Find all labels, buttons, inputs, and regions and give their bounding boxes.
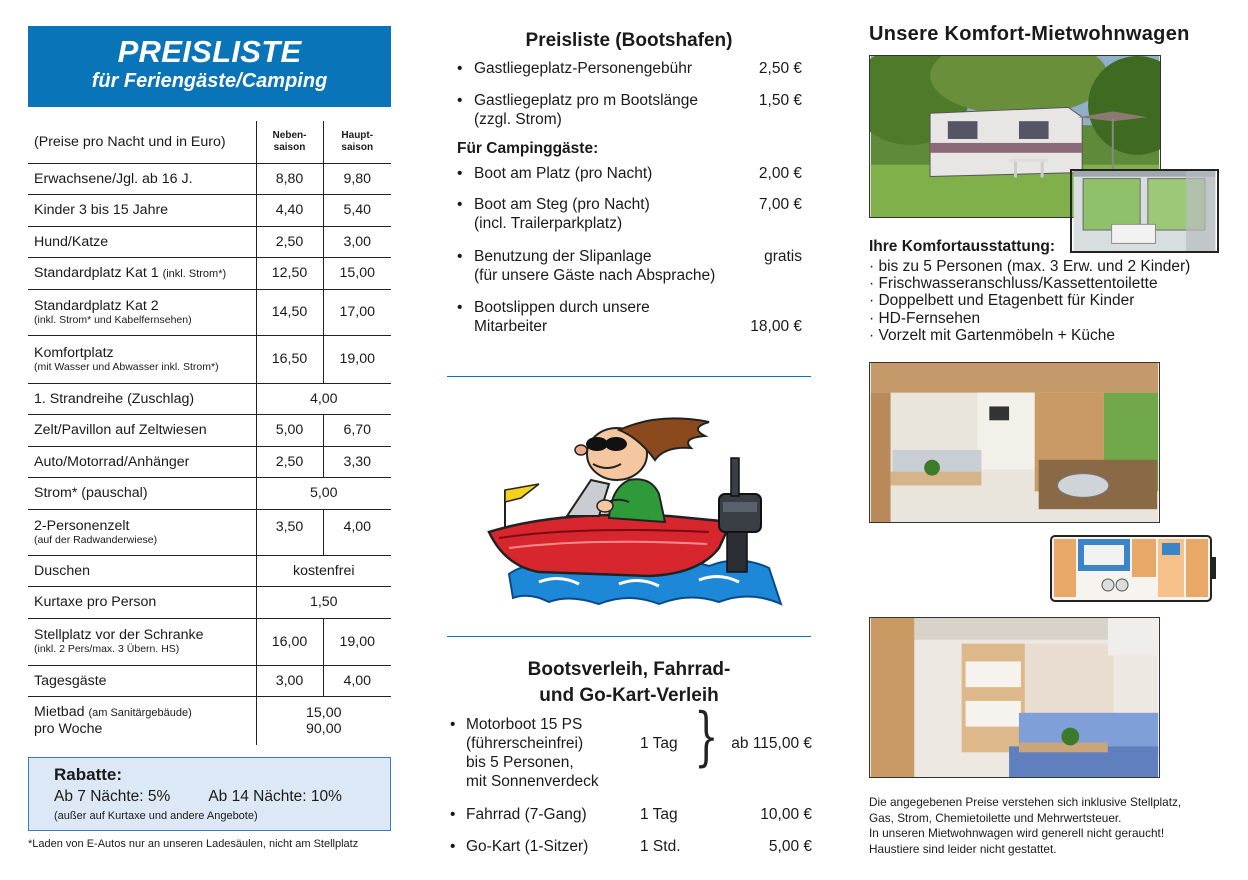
- caravan-notes: [869, 795, 1181, 857]
- list-item: · Doppelbett und Etagenbett für Kinder: [869, 292, 1135, 310]
- row-label: 2-Personenzelt (auf der Radwanderwiese): [28, 509, 256, 555]
- price-all-season: 5,00: [256, 478, 391, 510]
- list-item: • Gastliegeplatz pro m Bootslänge (zzgl. Strom) 1,50 €: [457, 92, 802, 128]
- rental-duration: 1 Tag: [640, 735, 678, 752]
- list-item: · Vorzelt mit Gartenmöbeln + Küche: [869, 326, 1115, 344]
- table-header-row: [28, 121, 391, 163]
- price-all-season: 4,00: [256, 383, 391, 415]
- table-row: [28, 587, 391, 619]
- row-note: (inkl. 2 Pers/max. 3 Übern. HS): [34, 643, 180, 655]
- price-hauptsaison: 19,00: [323, 618, 391, 665]
- price-nebensaison: 4,40: [256, 195, 323, 227]
- price-hauptsaison: 17,00: [323, 289, 391, 335]
- banner-title: PREISLISTE: [117, 34, 302, 69]
- row-inline-note: (am Sanitärgebäude): [88, 707, 192, 720]
- list-item: • Motorboot 15 PS (führerscheinfrei) bis 5 Personen, mit Sonnenverdeck 1 Tag ab 115,00 €: [450, 716, 812, 790]
- camping-guests-heading: Für Campinggäste:: [457, 140, 599, 157]
- row-label: Stellplatz vor der Schranke (inkl. 2 Pers/max. 3 Übern. HS): [28, 618, 256, 665]
- item-price: 18,00 €: [750, 318, 802, 335]
- price-list-banner: [28, 26, 391, 107]
- row-label: Kurtaxe pro Person: [28, 587, 256, 619]
- rental-price: 10,00 €: [760, 806, 812, 823]
- table-row: [28, 555, 391, 587]
- price-all-season: 1,50: [256, 587, 391, 619]
- banner-subtitle: für Feriengäste/Camping: [91, 70, 328, 92]
- row-label: Auto/Motorrad/Anhänger: [28, 446, 256, 478]
- row-label: Mietbad (am Sanitärgebäude) pro Woche: [28, 697, 256, 745]
- discount-note: (außer auf Kurtaxe und andere Angebote): [54, 810, 258, 822]
- row-label: 1. Strandreihe (Zuschlag): [28, 383, 256, 415]
- table-row: [28, 289, 391, 335]
- discount-7-nights: Ab 7 Nächte: 5%: [54, 788, 171, 805]
- discount-box: [28, 757, 391, 831]
- row-note: (mit Wasser und Abwasser inkl. Strom*): [34, 360, 219, 373]
- caravan-floor-plan: [1050, 535, 1217, 602]
- price-nebensaison: 16,50: [256, 335, 323, 383]
- table-row: [28, 258, 391, 290]
- discount-title: Rabatte:: [54, 765, 123, 784]
- item-price: gratis: [764, 248, 802, 265]
- divider: [447, 636, 811, 637]
- row-label: Zelt/Pavillon auf Zeltwiesen: [28, 415, 256, 447]
- price-list-camping: [28, 26, 391, 850]
- table-row: [28, 383, 391, 415]
- price-nebensaison: 16,00: [256, 618, 323, 665]
- features-list: [869, 258, 1190, 344]
- row-label: Komfortplatz (mit Wasser und Abwasser inkl. Strom*): [28, 335, 256, 383]
- row-label: Kinder 3 bis 15 Jahre: [28, 195, 256, 227]
- item-price: 2,00 €: [758, 165, 802, 182]
- bunk-bed-photo: [869, 617, 1160, 778]
- price-nebensaison: 3,00: [256, 665, 323, 697]
- rental-duration: 1 Tag: [640, 806, 678, 823]
- note-line: Gas, Strom, Chemietoilette und Mehrwertsteuer.: [869, 810, 1122, 825]
- table-row: [28, 665, 391, 697]
- price-nebensaison: 2,50: [256, 446, 323, 478]
- price-hauptsaison: 9,80: [323, 163, 391, 195]
- row-inline-note: (inkl. Strom*): [162, 267, 227, 280]
- discount-lines: [54, 787, 390, 807]
- price-hauptsaison: 15,00: [323, 258, 391, 290]
- note-line: In unseren Mietwohnwagen wird generell nicht geraucht!: [869, 826, 1165, 840]
- table-row: [28, 478, 391, 510]
- note-line: Die angegebenen Preise verstehen sich inklusive Stellplatz,: [869, 795, 1182, 809]
- row-label: Hund/Katze: [28, 226, 256, 258]
- list-item: · HD-Fernsehen: [869, 309, 981, 327]
- table-row: [28, 697, 391, 745]
- row-label: Tagesgäste: [28, 665, 256, 697]
- rental-duration: 1 Std.: [640, 838, 681, 855]
- price-nebensaison: 3,50: [256, 509, 323, 555]
- item-price: 1,50 €: [758, 92, 802, 109]
- price-hauptsaison: 4,00: [323, 665, 391, 697]
- price-all-season: 15,00 90,00: [256, 697, 391, 745]
- list-item: · bis zu 5 Personen (max. 3 Erw. und 2 Kinder): [869, 258, 1191, 275]
- column-header-nebensaison: Neben- saison: [256, 121, 323, 163]
- item-price: 2,50 €: [758, 60, 802, 77]
- list-item: · Frischwasseranschluss/Kassettentoilette: [869, 275, 1158, 293]
- caravans-title: Unsere Komfort-Mietwohnwagen: [869, 23, 1190, 45]
- table-row: [28, 415, 391, 447]
- price-nebensaison: 8,80: [256, 163, 323, 195]
- row-label: Duschen: [28, 555, 256, 587]
- harbour-title: Preisliste (Bootshafen): [525, 30, 733, 51]
- discount-14-nights: Ab 14 Nächte: 10%: [208, 788, 342, 805]
- list-item: • Benutzung der Slipanlage (für unsere Gäste nach Absprache) gratis: [457, 248, 802, 284]
- note-line: Haustiere sind leider nicht gestattet.: [869, 841, 1057, 856]
- harbour-price-list: Preisliste (Bootshafen) • Gastliegeplatz-Personengebühr 2,50 € • Gastliegeplatz pro m Bootslänge (zzgl. Strom) 1,50 € Für Campinggäste: • Boot am Platz (pro Nacht) 2,00 € • Boot am Steg (pro Nacht) (incl. Trailerparkplatz) 7,00 € • Benutzung der Slipanlage (für unsere Gäste nach Absprache) gratis • Bootslippen durch unsere Mitarbeiter 18,00 € Bootsverleih, Fahrrad- und Go-Kart-Verleih • Motorboot 15 PS (führerscheinfrei) bis 5 Personen, mit Sonnenverdeck 1 Tag ab 115,00 € } • Fahrrad (7-Gang) 1 Tag 10,00 € • Go-Kart (1-Sitzer) 1 Std. 5,00 €: [447, 0, 811, 880]
- table-row: [28, 226, 391, 258]
- column-header-hauptsaison: Haupt- saison: [323, 121, 391, 163]
- table-row: [28, 446, 391, 478]
- row-label: Strom* (pauschal): [28, 478, 256, 510]
- awning-interior-photo: [1070, 169, 1219, 253]
- caravan-interior-photo: [869, 362, 1160, 523]
- table-header-label: (Preise pro Nacht und in Euro): [28, 121, 256, 163]
- camping-price-table: [28, 121, 391, 745]
- price-all-season: kostenfrei: [256, 555, 391, 587]
- price-nebensaison: 2,50: [256, 226, 323, 258]
- list-item: • Bootslippen durch unsere Mitarbeiter 18,00 €: [457, 299, 802, 335]
- row-note: (inkl. Strom* und Kabelfernsehen): [34, 313, 192, 326]
- row-label-2: pro Woche: [34, 721, 103, 738]
- table-row: [28, 195, 391, 227]
- list-item: • Boot am Steg (pro Nacht) (incl. Trailerparkplatz) 7,00 €: [457, 196, 802, 232]
- row-label: Standardplatz Kat 2 (inkl. Strom* und Kabelfernsehen): [28, 289, 256, 335]
- table-row: [28, 509, 391, 555]
- table-row: [28, 163, 391, 195]
- divider: [447, 376, 811, 377]
- rental-price: 5,00 €: [768, 838, 812, 855]
- price-hauptsaison: 3,30: [323, 446, 391, 478]
- row-label: Standardplatz Kat 1 (inkl. Strom*): [28, 258, 256, 290]
- price-hauptsaison: 6,70: [323, 415, 391, 447]
- footnote: *Laden von E-Autos nur an unseren Ladesäulen, nicht am Stellplatz: [28, 838, 359, 850]
- price-hauptsaison: 19,00: [323, 335, 391, 383]
- price-nebensaison: 14,50: [256, 289, 323, 335]
- price-hauptsaison: 3,00: [323, 226, 391, 258]
- row-note: (auf der Radwanderwiese): [34, 533, 158, 546]
- rental-title: Bootsverleih, Fahrrad- und Go-Kart-Verleih: [527, 659, 731, 706]
- features-title: Ihre Komfortausstattung:: [869, 238, 1055, 255]
- price-nebensaison: 12,50: [256, 258, 323, 290]
- item-price: 7,00 €: [758, 196, 802, 213]
- rental-caravans: [869, 0, 1229, 880]
- price-nebensaison: 5,00: [256, 415, 323, 447]
- table-row: [28, 335, 391, 383]
- price-hauptsaison: 5,40: [323, 195, 391, 227]
- row-label: Erwachsene/Jgl. ab 16 J.: [28, 163, 256, 195]
- boat-cartoon-illustration: [469, 398, 785, 610]
- table-row: [28, 618, 391, 665]
- price-hauptsaison: 4,00: [323, 509, 391, 555]
- rental-price: ab 115,00 €: [731, 735, 812, 752]
- curly-brace: }: [694, 700, 719, 774]
